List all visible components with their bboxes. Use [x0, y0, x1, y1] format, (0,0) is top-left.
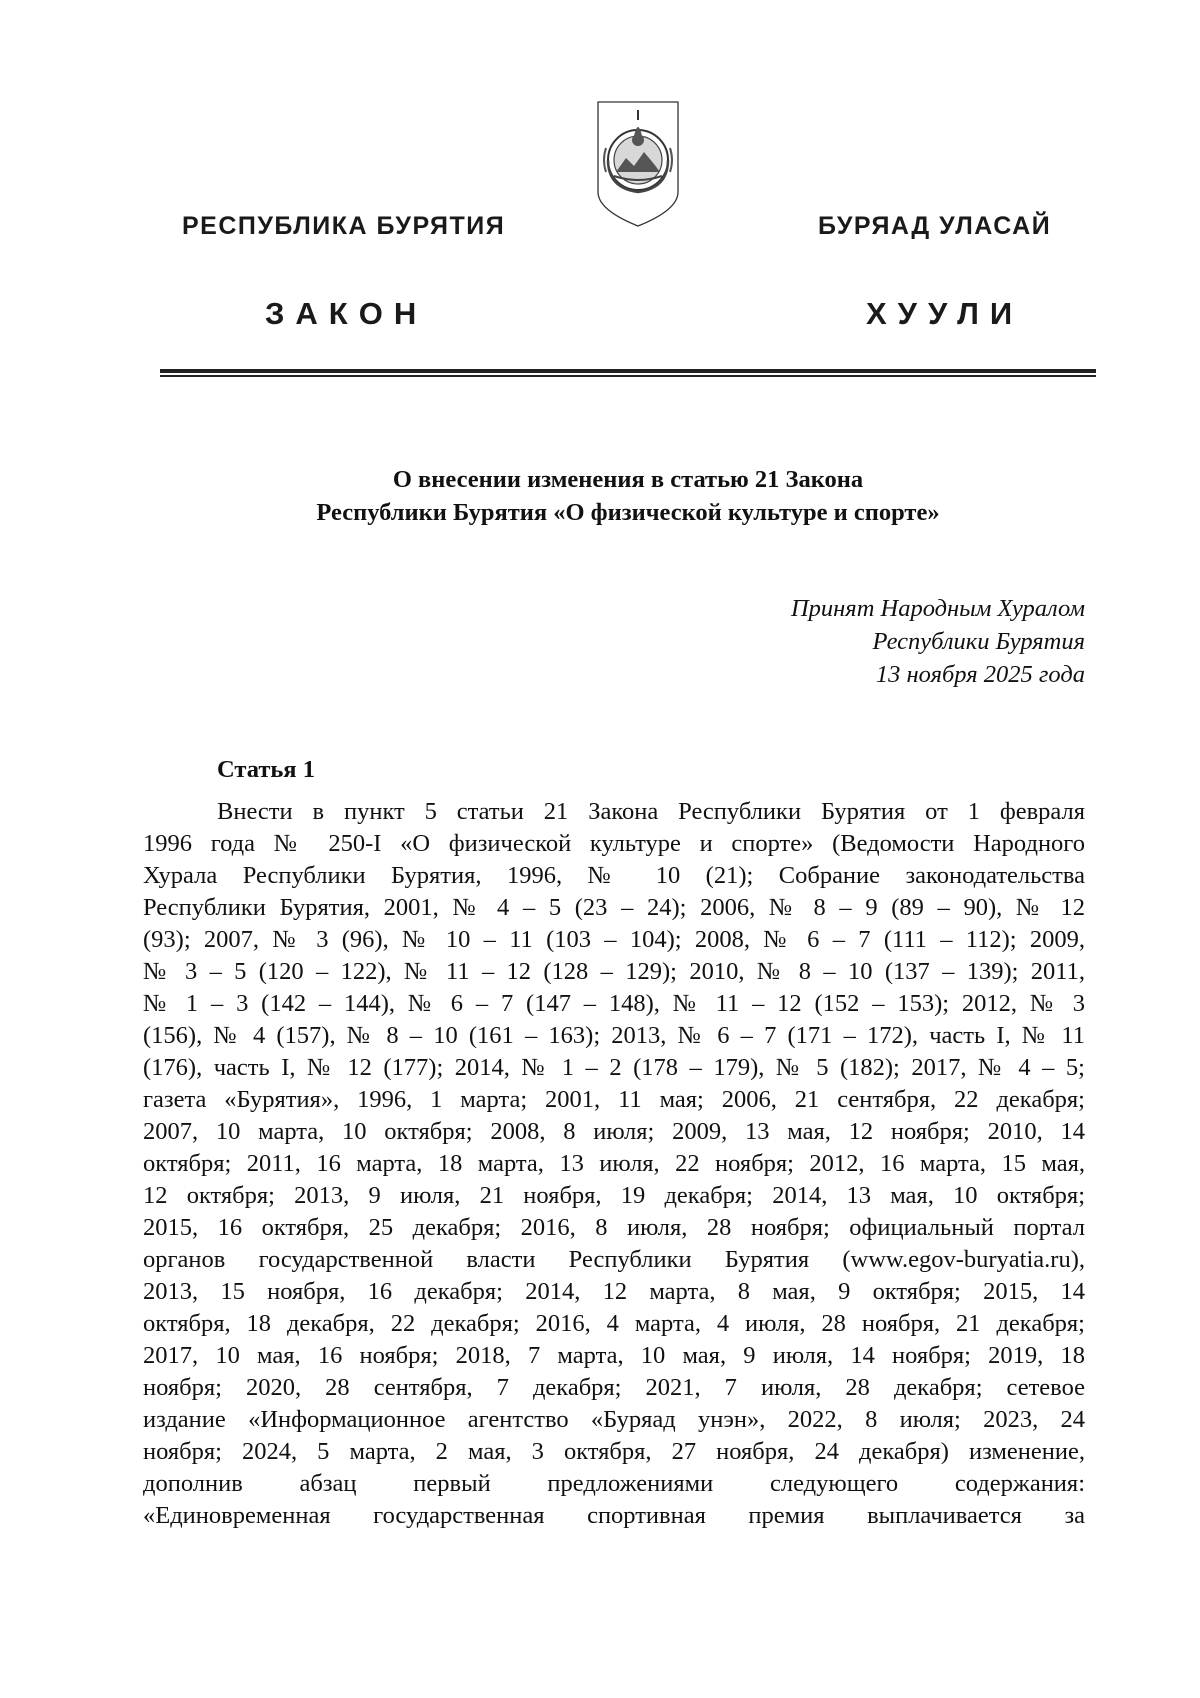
body-line: издание «Информационное агентство «Буряад унэн», 2022, 8 июля; 2023, 24 — [143, 1406, 1085, 1433]
body-line: № 1 – 3 (142 – 144), № 6 – 7 (147 – 148), № 11 – 12 (152 – 153); 2012, № 3 — [143, 990, 1085, 1017]
header-divider-thick — [160, 369, 1096, 373]
body-line: 2013, 15 ноября, 16 декабря; 2014, 12 марта, 8 мая, 9 октября; 2015, 14 — [143, 1278, 1085, 1305]
body-line: органов государственной власти Республики Бурятия (www.egov-buryatia.ru), — [143, 1246, 1085, 1273]
body-line: № 3 – 5 (120 – 122), № 11 – 12 (128 – 129); 2010, № 8 – 10 (137 – 139); 2011, — [143, 958, 1085, 985]
body-line: 2017, 10 мая, 16 ноября; 2018, 7 марта, 10 мая, 9 июля, 14 ноября; 2019, 18 — [143, 1342, 1085, 1369]
header-divider-thin — [160, 375, 1096, 377]
article-heading: Статья 1 — [217, 756, 315, 783]
law-title-line-2: Республики Бурятия «О физической культуре и спорте» — [316, 499, 940, 526]
body-line: (156), № 4 (157), № 8 – 10 (161 – 163); 2013, № 6 – 7 (171 – 172), часть I, № 11 — [143, 1022, 1085, 1049]
coat-of-arms-emblem — [594, 88, 682, 228]
body-line: Республики Бурятия, 2001, № 4 – 5 (23 – 24); 2006, № 8 – 9 (89 – 90), № 12 — [143, 894, 1085, 921]
body-line: 2015, 16 октября, 25 декабря; 2016, 8 июля, 28 ноября; официальный портал — [143, 1214, 1085, 1241]
adoption-line-1: Принят Народным Хуралом — [790, 595, 1085, 622]
body-line: дополнив абзац первый предложениями следующего содержания: — [143, 1470, 1085, 1497]
document-type-russian: ЗАКОН — [265, 296, 428, 331]
republic-name-russian: РЕСПУБЛИКА БУРЯТИЯ — [182, 212, 506, 240]
adoption-line-2: Республики Бурятия — [872, 628, 1085, 655]
body-line: 1996 года № 250-I «О физической культуре и спорте» (Ведомости Народного — [143, 830, 1085, 857]
body-line: Хурала Республики Бурятия, 1996, № 10 (21); Собрание законодательства — [143, 862, 1085, 889]
republic-name-buryat: БУРЯАД УЛАСАЙ — [818, 212, 1052, 240]
document-type-buryat: ХУУЛИ — [866, 296, 1024, 331]
body-line: ноября; 2024, 5 марта, 2 мая, 3 октября, 27 ноября, 24 декабря) изменение, — [143, 1438, 1085, 1465]
body-line: ноября; 2020, 28 сентября, 7 декабря; 2021, 7 июля, 28 декабря; сетевое — [143, 1374, 1085, 1401]
body-line: 2007, 10 марта, 10 октября; 2008, 8 июля; 2009, 13 мая, 12 ноября; 2010, 14 — [143, 1118, 1085, 1145]
body-line: (176), часть I, № 12 (177); 2014, № 1 – 2 (178 – 179), № 5 (182); 2017, № 4 – 5; — [143, 1054, 1085, 1081]
body-line: октября; 2011, 16 марта, 18 марта, 13 июля, 22 ноября; 2012, 16 марта, 15 мая, — [143, 1150, 1085, 1177]
body-line: газета «Бурятия», 1996, 1 марта; 2001, 11 мая; 2006, 21 сентября, 22 декабря; — [143, 1086, 1085, 1113]
body-line: октября, 18 декабря, 22 декабря; 2016, 4 марта, 4 июля, 28 ноября, 21 декабря; — [143, 1310, 1085, 1337]
adoption-date: 13 ноября 2025 года — [875, 661, 1085, 688]
body-line: 12 октября; 2013, 9 июля, 21 ноября, 19 декабря; 2014, 13 мая, 10 октября; — [143, 1182, 1085, 1209]
body-line: Внести в пункт 5 статьи 21 Закона Республики Бурятия от 1 февраля — [217, 798, 1085, 825]
body-line: (93); 2007, № 3 (96), № 10 – 11 (103 – 104); 2008, № 6 – 7 (111 – 112); 2009, — [143, 926, 1085, 953]
body-line: «Единовременная государственная спортивная премия выплачивается за — [143, 1502, 1085, 1529]
law-title-line-1: О внесении изменения в статью 21 Закона — [392, 466, 864, 493]
